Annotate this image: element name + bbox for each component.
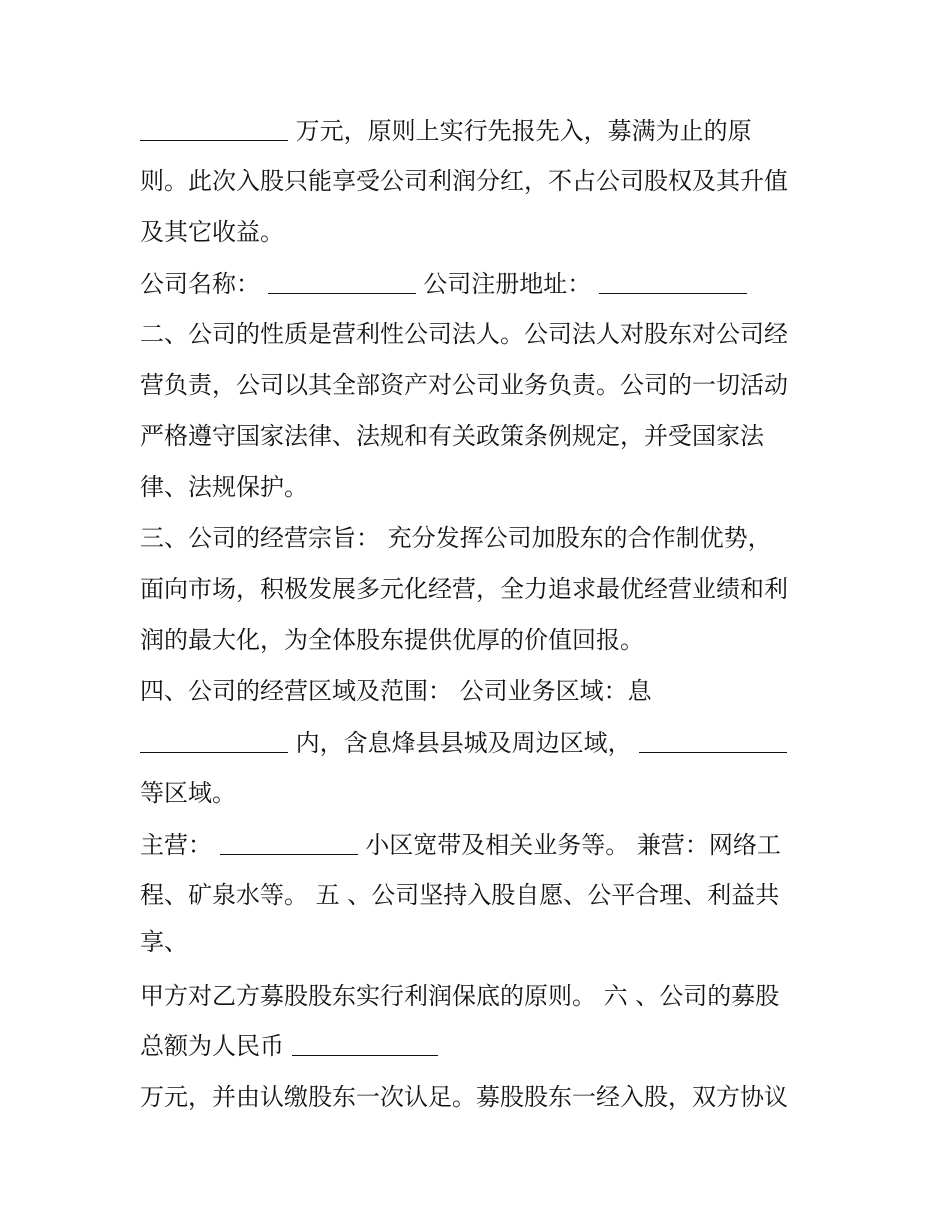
text-line: 面向市场，积极发展多元化经营，全力追求最优经营业绩和利 xyxy=(140,575,788,603)
text-line: 润的最大化，为全体股东提供优厚的价值回报。 xyxy=(140,626,644,654)
company-name-label: 公司名称： xyxy=(140,270,260,298)
main-business-label: 主营： xyxy=(140,831,212,859)
text-line: 等区域。 xyxy=(140,779,236,807)
text-line xyxy=(140,824,830,864)
text-segment: 内，含息烽县县城及周边区域， xyxy=(295,729,632,757)
blank-underline xyxy=(292,1027,438,1056)
text-line: 及其它收益。 xyxy=(140,218,284,246)
text-segment: 万元，原则上实行先报先入，募满为止的原 xyxy=(295,117,752,145)
blank-underline xyxy=(639,724,787,753)
text-line xyxy=(140,722,830,762)
text-line: 万元，并由认缴股东一次认足。募股股东一经入股，双方协议 xyxy=(140,1083,788,1111)
text-line xyxy=(140,1025,830,1065)
text-line: 律、法规保护。 xyxy=(140,473,308,501)
text-line: 营负责，公司以其全部资产对公司业务负责。公司的一切活动 xyxy=(140,371,788,399)
text-line xyxy=(140,263,830,303)
company-address-label: 公司注册地址： xyxy=(423,270,592,298)
blank-underline xyxy=(140,724,288,753)
text-segment: 小区宽带及相关业务等。 兼营：网络工 xyxy=(365,831,781,859)
text-line: 严格遵守国家法律、法规和有关政策条例规定，并受国家法 xyxy=(140,422,764,450)
text-line: 二、公司的性质是营利性公司法人。公司法人对股东对公司经 xyxy=(140,320,788,348)
text-line: 享、 xyxy=(140,928,188,956)
blank-underline xyxy=(599,265,747,294)
text-line: 四、公司的经营区域及范围： 公司业务区域：息 xyxy=(140,677,652,705)
text-segment: 总额为人民币 xyxy=(140,1032,284,1060)
text-line: 甲方对乙方募股股东实行利润保底的原则。 六 、公司的募股 xyxy=(140,982,780,1010)
blank-underline xyxy=(140,112,288,141)
blank-underline xyxy=(268,265,416,294)
text-line: 程、矿泉水等。 五 、公司坚持入股自愿、公平合理、利益共 xyxy=(140,881,780,909)
text-line xyxy=(140,110,830,150)
text-line: 三、公司的经营宗旨： 充分发挥公司加股东的合作制优势， xyxy=(140,524,772,552)
blank-underline xyxy=(220,826,358,855)
text-line: 则。此次入股只能享受公司利润分红，不占公司股权及其升值 xyxy=(140,167,788,195)
